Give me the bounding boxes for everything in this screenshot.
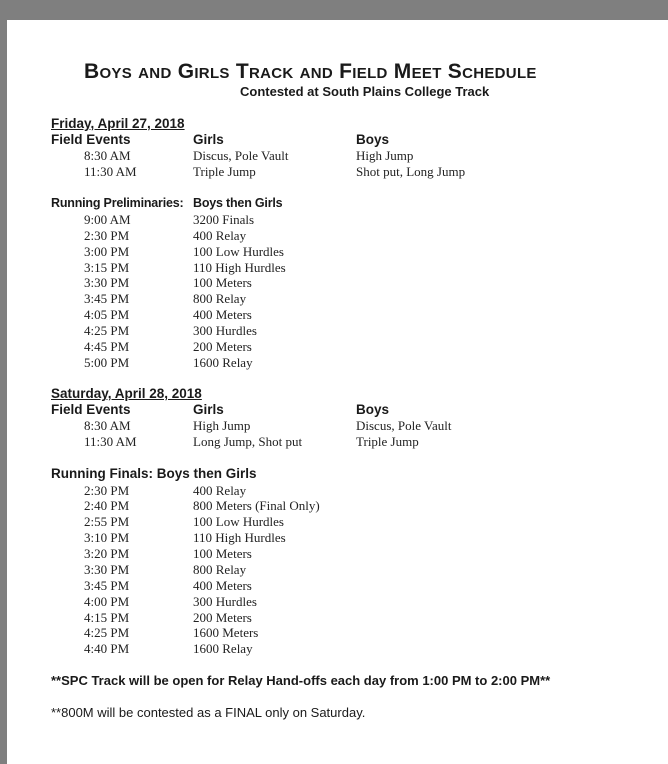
time-cell: 5:00 PM <box>84 355 130 370</box>
friday-boys-heading: Boys <box>356 132 390 147</box>
boys-event-cell: Triple Jump <box>356 434 419 449</box>
saturday-date-heading: Saturday, April 28, 2018 <box>51 386 202 401</box>
friday-running-row <box>0 339 668 355</box>
event-cell: 1600 Meters <box>193 625 259 640</box>
time-cell: 8:30 AM <box>84 148 131 163</box>
friday-running-subheading: Boys then Girls <box>193 196 283 210</box>
friday-running-row <box>0 355 668 371</box>
event-cell: 400 Meters <box>193 307 252 322</box>
event-cell: 3200 Finals <box>193 212 255 227</box>
friday-running-row <box>0 275 668 291</box>
friday-running-row <box>0 323 668 339</box>
time-cell: 2:40 PM <box>84 498 130 513</box>
friday-running-row <box>0 291 668 307</box>
friday-field-row <box>0 164 668 180</box>
page-subtitle: Contested at South Plains College Track <box>240 84 490 99</box>
saturday-running-heading: Running Finals: Boys then Girls <box>51 466 257 481</box>
time-cell: 11:30 AM <box>84 434 137 449</box>
event-cell: 400 Meters <box>193 578 252 593</box>
saturday-girls-heading: Girls <box>193 402 224 417</box>
time-cell: 4:40 PM <box>84 641 130 656</box>
event-cell: 300 Hurdles <box>193 323 257 338</box>
saturday-field-row <box>0 434 668 450</box>
boys-event-cell: High Jump <box>356 148 414 163</box>
girls-event-cell: Discus, Pole Vault <box>193 148 289 163</box>
saturday-boys-heading: Boys <box>356 402 390 417</box>
time-cell: 3:30 PM <box>84 562 130 577</box>
saturday-field-row <box>0 418 668 434</box>
saturday-running-row <box>0 530 668 546</box>
event-cell: 1600 Relay <box>193 355 253 370</box>
time-cell: 4:25 PM <box>84 625 130 640</box>
event-cell: 400 Relay <box>193 228 247 243</box>
friday-girls-heading: Girls <box>193 132 224 147</box>
saturday-running-row <box>0 562 668 578</box>
event-cell: 800 Meters (Final Only) <box>193 498 320 513</box>
friday-running-row <box>0 212 668 228</box>
saturday-running-row <box>0 483 668 499</box>
time-cell: 3:30 PM <box>84 275 130 290</box>
time-cell: 11:30 AM <box>84 164 137 179</box>
time-cell: 9:00 AM <box>84 212 131 227</box>
saturday-running-row <box>0 641 668 657</box>
time-cell: 4:15 PM <box>84 610 130 625</box>
friday-field-events-heading: Field Events <box>51 132 131 147</box>
event-cell: 200 Meters <box>193 339 252 354</box>
saturday-field-events-heading: Field Events <box>51 402 131 417</box>
saturday-running-row <box>0 578 668 594</box>
time-cell: 2:55 PM <box>84 514 130 529</box>
time-cell: 4:05 PM <box>84 307 130 322</box>
page-title: Boys and Girls Track and Field Meet Schedule <box>84 60 537 83</box>
friday-date-heading: Friday, April 27, 2018 <box>51 116 185 131</box>
girls-event-cell: High Jump <box>193 418 251 433</box>
time-cell: 3:15 PM <box>84 260 130 275</box>
time-cell: 3:45 PM <box>84 291 130 306</box>
saturday-running-row <box>0 610 668 626</box>
time-cell: 8:30 AM <box>84 418 131 433</box>
event-cell: 100 Low Hurdles <box>193 514 284 529</box>
event-cell: 400 Relay <box>193 483 247 498</box>
friday-field-row <box>0 148 668 164</box>
event-cell: 100 Meters <box>193 275 252 290</box>
event-cell: 100 Meters <box>193 546 252 561</box>
time-cell: 4:25 PM <box>84 323 130 338</box>
friday-running-heading: Running Preliminaries: <box>51 196 184 210</box>
time-cell: 2:30 PM <box>84 483 130 498</box>
800m-final-note: **800M will be contested as a FINAL only on Saturday. <box>51 705 366 720</box>
saturday-running-row <box>0 498 668 514</box>
girls-event-cell: Triple Jump <box>193 164 256 179</box>
time-cell: 4:45 PM <box>84 339 130 354</box>
friday-running-row <box>0 260 668 276</box>
boys-event-cell: Shot put, Long Jump <box>356 164 466 179</box>
boys-event-cell: Discus, Pole Vault <box>356 418 452 433</box>
event-cell: 800 Relay <box>193 562 247 577</box>
event-cell: 300 Hurdles <box>193 594 257 609</box>
saturday-running-row <box>0 625 668 641</box>
event-cell: 1600 Relay <box>193 641 253 656</box>
window-frame-top <box>0 0 668 20</box>
girls-event-cell: Long Jump, Shot put <box>193 434 303 449</box>
time-cell: 3:10 PM <box>84 530 130 545</box>
saturday-running-row <box>0 514 668 530</box>
event-cell: 100 Low Hurdles <box>193 244 284 259</box>
time-cell: 3:45 PM <box>84 578 130 593</box>
friday-running-row <box>0 244 668 260</box>
friday-running-row <box>0 307 668 323</box>
time-cell: 2:30 PM <box>84 228 130 243</box>
saturday-running-row <box>0 546 668 562</box>
friday-running-row <box>0 228 668 244</box>
time-cell: 4:00 PM <box>84 594 130 609</box>
event-cell: 110 High Hurdles <box>193 260 286 275</box>
event-cell: 200 Meters <box>193 610 252 625</box>
time-cell: 3:00 PM <box>84 244 130 259</box>
time-cell: 3:20 PM <box>84 546 130 561</box>
saturday-running-row <box>0 594 668 610</box>
event-cell: 110 High Hurdles <box>193 530 286 545</box>
relay-handoff-note: **SPC Track will be open for Relay Hand-offs each day from 1:00 PM to 2:00 PM** <box>51 673 551 688</box>
event-cell: 800 Relay <box>193 291 247 306</box>
